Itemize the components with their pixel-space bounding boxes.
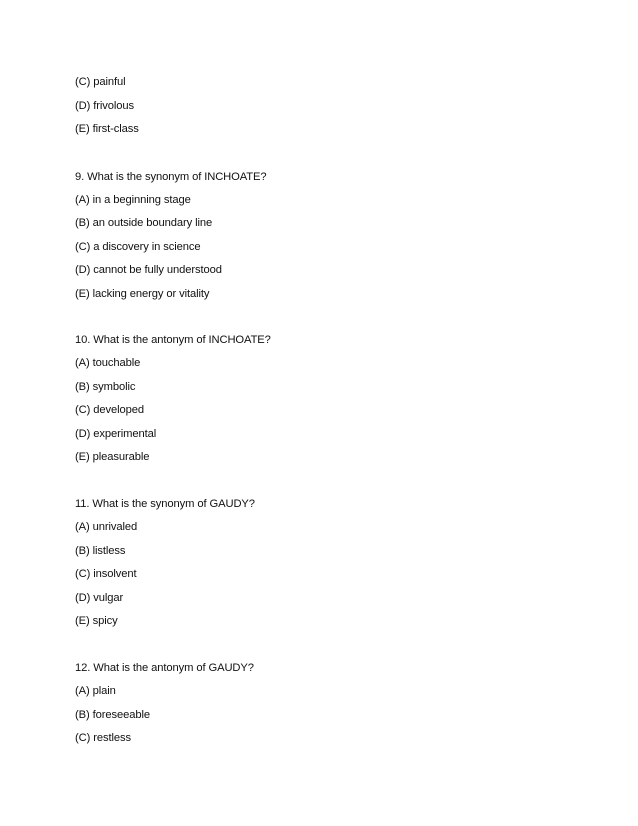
question-prompt: 9. What is the synonym of INCHOATE? [75,171,267,183]
option-d: (D) vulgar [75,592,124,604]
option-e: (E) lacking energy or vitality [75,288,210,300]
option-a: (A) unrivaled [75,521,138,533]
option-c: (C) developed [75,404,144,416]
question-prompt: 10. What is the antonym of INCHOATE? [75,334,271,346]
option-c: (C) painful [75,76,126,88]
option-e: (E) first-class [75,123,139,135]
option-a: (A) touchable [75,357,141,369]
option-b: (B) listless [75,545,126,557]
option-c: (C) restless [75,732,131,744]
option-b: (B) foreseeable [75,709,150,721]
option-d: (D) experimental [75,428,157,440]
question-prompt: 11. What is the synonym of GAUDY? [75,498,255,510]
option-c: (C) insolvent [75,568,137,580]
option-a: (A) plain [75,685,116,697]
option-b: (B) an outside boundary line [75,217,213,229]
option-e: (E) pleasurable [75,451,150,463]
option-a: (A) in a beginning stage [75,194,191,206]
option-c: (C) a discovery in science [75,241,201,253]
option-d: (D) frivolous [75,100,134,112]
option-e: (E) spicy [75,615,118,627]
option-d: (D) cannot be fully understood [75,264,222,276]
question-prompt: 12. What is the antonym of GAUDY? [75,662,254,674]
option-b: (B) symbolic [75,381,136,393]
